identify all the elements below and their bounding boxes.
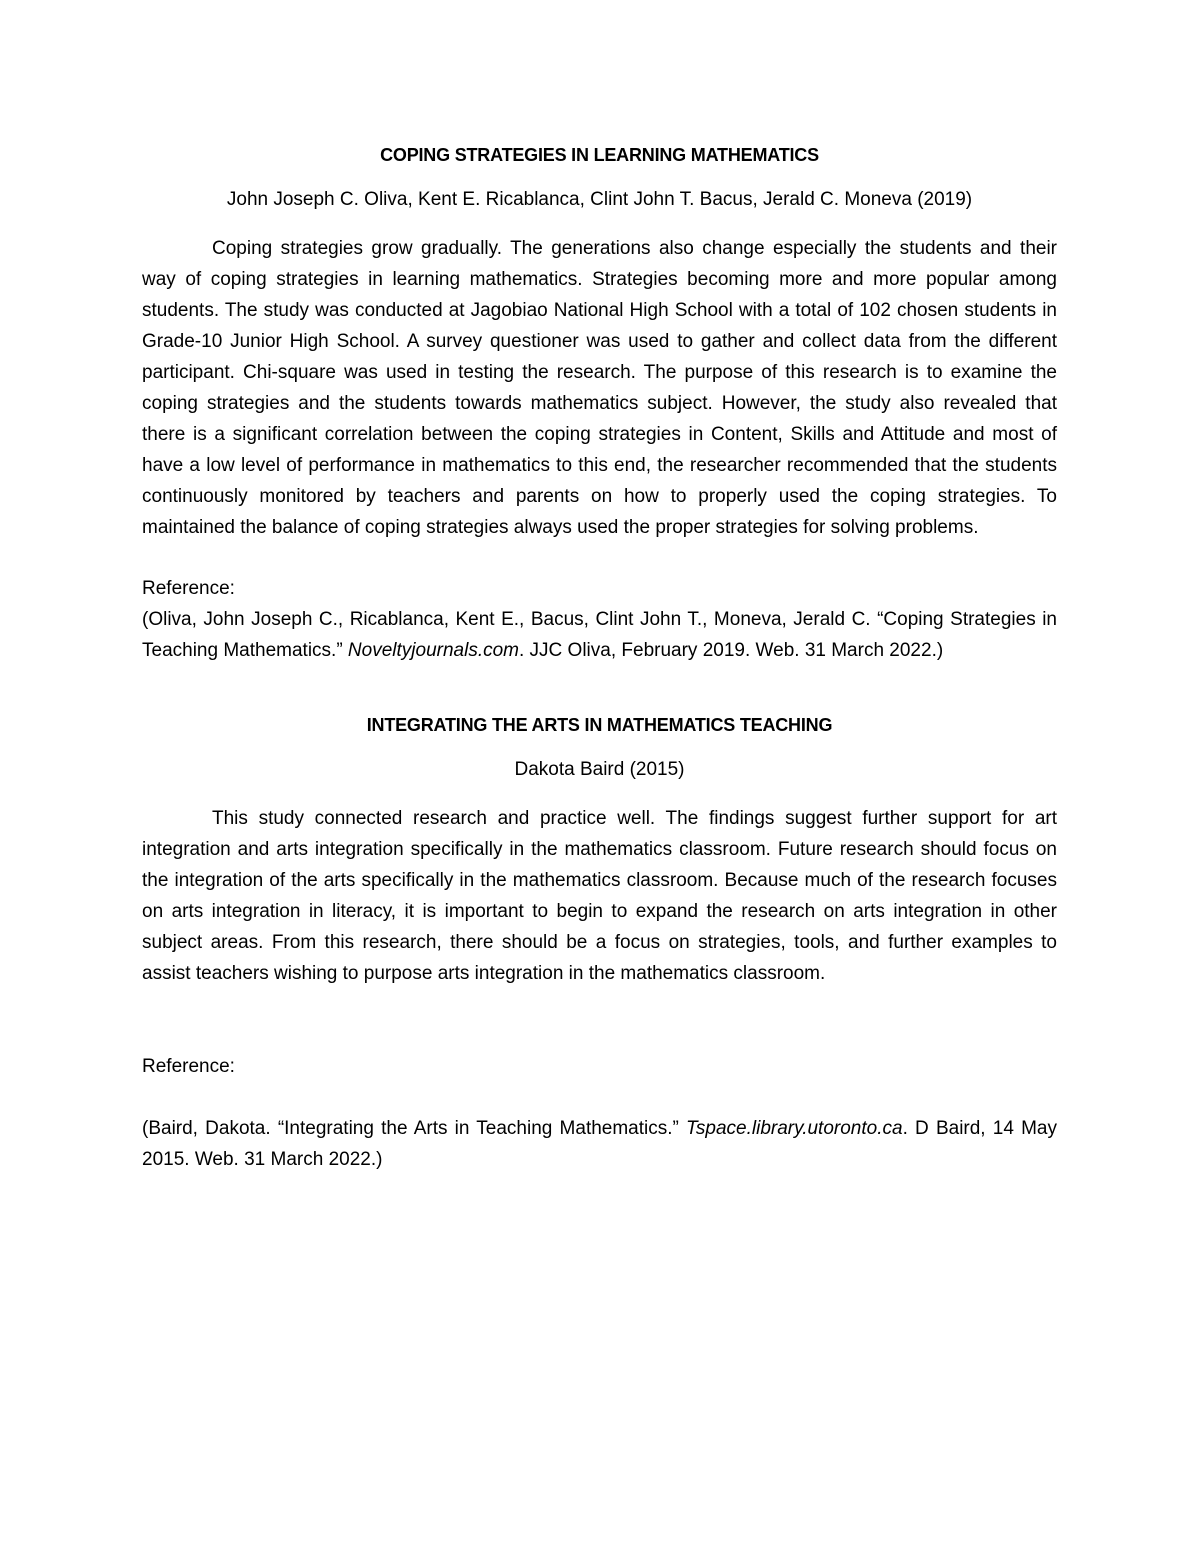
section-1-title: COPING STRATEGIES IN LEARNING MATHEMATICS <box>380 145 819 165</box>
section-1-reference-label: Reference: <box>142 578 235 599</box>
section-2-title: INTEGRATING THE ARTS IN MATHEMATICS TEACHING <box>366 715 833 735</box>
section-1-reference-post: . JJC Oliva, February 2019. Web. 31 March 2022.) <box>519 640 944 661</box>
section-2-authors: Dakota Baird (2015) <box>514 759 685 780</box>
section-2-reference-post: . D Baird, 14 May 2015. Web. 31 March 2022.) <box>142 1118 1057 1170</box>
document-page <box>142 140 1057 1175</box>
section-1-reference-pre: (Oliva, John Joseph C., Ricablanca, Kent E., Bacus, Clint John T., Moneva, Jerald C. “Coping Strategies in Teaching Mathematics.” <box>142 609 1057 661</box>
section-1-abstract: Coping strategies grow gradually. The generations also change especially the students and their way of coping strategies in learning mathematics. Strategies becoming more and more popular among students. The study was conducted at Jagobiao National High School with a total of 102 chosen students in Grade-10 Junior High School. A survey questioner was used to gather and collect data from the different participant. Chi-square was used in testing the research. The purpose of this research is to examine the coping strategies and the students towards mathematics subject. However, the study also revealed that there is a significant correlation between the coping strategies in Content, Skills and Attitude and most of have a low level of performance in mathematics to this end, the researcher recommended that the students continuously monitored by teachers and parents on how to properly used the coping strategies. To maintained the balance of coping strategies always used the proper strategies for solving problems. <box>142 238 1057 538</box>
section-2-abstract: This study connected research and practice well. The findings suggest further support for art integration and arts integration specifically in the mathematics classroom. Future research should focus on the integration of the arts specifically in the mathematics classroom. Because much of the research focuses on arts integration in literacy, it is important to begin to expand the research on arts integration in other subject areas. From this research, there should be a focus on strategies, tools, and further examples to assist teachers wishing to purpose arts integration in the mathematics classroom. <box>142 808 1057 984</box>
section-1-authors: John Joseph C. Oliva, Kent E. Ricablanca, Clint John T. Bacus, Jerald C. Moneva (2019) <box>226 189 973 210</box>
section-2-reference-pre: (Baird, Dakota. “Integrating the Arts in Teaching Mathematics.” <box>142 1118 687 1139</box>
section-2-reference-source: Tspace.library.utoronto.ca <box>686 1118 903 1139</box>
section-1-reference-source: Noveltyjournals.com <box>347 640 519 661</box>
section-2-reference-label: Reference: <box>142 1056 235 1077</box>
section-1-reference <box>142 604 1057 666</box>
section-2-reference <box>142 1113 1057 1175</box>
